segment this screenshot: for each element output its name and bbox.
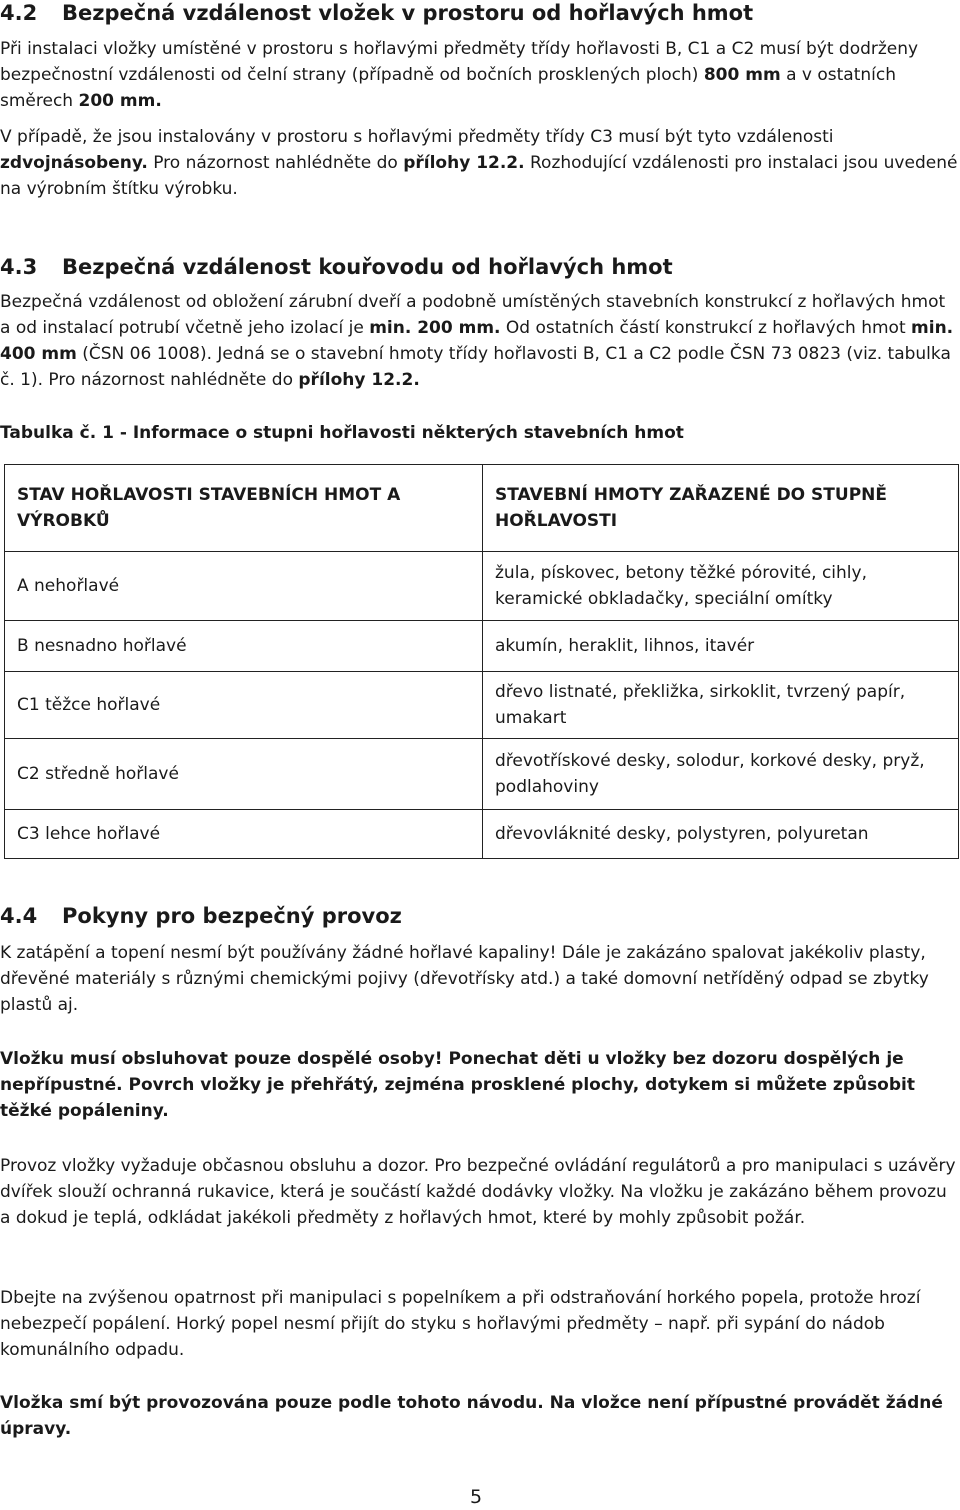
paragraph-adults-only-warning: Vložku musí obsluhovat pouze dospělé osoby! Ponechat děti u vložky bez dozoru dospělých je nepřípustné. Povrch vložky je přehřátý, zejména prosklené plochy, dotykem si můžete způsobit těžké popáleniny. (0, 1049, 915, 1121)
paragraph-no-flammable-liquids: K zatápění a topení nesmí být používány žádné hořlavé kapaliny! Dále je zakázáno spalovat jakékoliv plasty, dřevěné materiály s různými chemickými pojivy (dřevotřísky atd.) a také domovní netříděný odpad se zbytky plastů aj. (0, 943, 929, 1015)
table-cell-materials: akumín, heraklit, lihnos, itavér (483, 621, 959, 672)
text-run-bold: přílohy 12.2. (298, 370, 420, 390)
table-caption: Tabulka č. 1 - Informace o stupni hořlavosti některých stavebních hmot (0, 423, 684, 443)
table-header-materials: STAVEBNÍ HMOTY ZAŘAZENÉ DO STUPNĚ HOŘLAVOSTI (483, 465, 959, 552)
table-cell-grade: C2 středně hořlavé (5, 739, 483, 810)
section-number: 4.2 (0, 1, 38, 25)
paragraph-flue-distance (0, 289, 958, 393)
table-header-row (5, 465, 959, 552)
text-run: (ČSN 06 1008). Jedná se o stavební hmoty třídy hořlavosti B, C1 a C2 podle ČSN 73 0823 (viz. tabulka č. 1). Pro názornost nahlédněte do (0, 344, 951, 390)
table-row (5, 552, 959, 621)
section-number: 4.3 (0, 255, 38, 279)
text-run-bold: zdvojnásobeny. (0, 153, 148, 173)
section-title: Bezpečná vzdálenost vložek v prostoru od hořlavých hmot (62, 1, 754, 25)
text-run: Při instalaci vložky umístěné v prostoru s hořlavými předměty třídy hořlavosti B, C1 a C2 musí být dodrženy bezpečnostní vzdálenosti od čelní strany (případně od bočních prosklených ploch) (0, 39, 919, 85)
section-heading-4-2 (0, 0, 753, 26)
table-header-grade: STAV HOŘLAVOSTI STAVEBNÍCH HMOT A VÝROBKŮ (5, 465, 483, 552)
text-run: Od ostatních částí konstrukcí z hořlavých hmot (500, 318, 912, 338)
flammability-table (4, 464, 959, 859)
section-heading-4-3 (0, 254, 673, 280)
paragraph-distance-inserts (0, 36, 958, 114)
paragraph-operation-supervision: Provoz vložky vyžaduje občasnou obsluhu a dozor. Pro bezpečné ovládání regulátorů a pro manipulaci s uzávěry dvířek slouží ochranná rukavice, která je součástí každé dodávky vložky. Na vložku je zakázáno během provozu a dokud je teplá, odkládat jakékoli předměty z hořlavých hmot, které by mohly způsobit požár. (0, 1156, 956, 1228)
section-title: Pokyny pro bezpečný provoz (62, 904, 402, 928)
text-run-bold: min. 200 mm. (369, 318, 501, 338)
table-row (5, 672, 959, 739)
text-run: Rozhodující vzdálenosti pro instalaci jsou uvedené na výrobním štítku výrobku. (0, 153, 958, 199)
section-heading-4-4 (0, 903, 402, 929)
paragraph-c3-doubling (0, 124, 958, 202)
table-row (5, 810, 959, 859)
section-number: 4.4 (0, 904, 38, 928)
text-run: a v ostatních směrech (0, 65, 896, 111)
text-run: Bezpečná vzdálenost od obložení zárubní dveří a podobně umístěných stavebních konstrukcí z hořlavých hmot a od instalací potrubí včetně jeho izolací je (0, 292, 946, 338)
page-number: 5 (470, 1486, 483, 1508)
paragraph-no-modifications: Vložka smí být provozována pouze podle tohoto návodu. Na vložce není přípustné provádět žádné úpravy. (0, 1393, 943, 1439)
paragraph-ash-handling: Dbejte na zvýšenou opatrnost při manipulaci s popelníkem a při odstraňování horkého popela, protože hrozí nebezpečí popálení. Horký popel nesmí přijít do styku s hořlavými předměty – např. při sypání do nádob komunálního odpadu. (0, 1288, 921, 1360)
table-cell-grade: A nehořlavé (5, 552, 483, 621)
table-cell-materials: dřevovláknité desky, polystyren, polyuretan (483, 810, 959, 859)
table-cell-materials: žula, pískovec, betony těžké pórovité, cihly, keramické obkladačky, speciální omítky (483, 552, 959, 621)
table-cell-materials: dřevotřískové desky, solodur, korkové desky, pryž, podlahoviny (483, 739, 959, 810)
text-run-bold: 200 mm. (78, 91, 162, 111)
text-run: Pro názornost nahlédněte do (147, 153, 404, 173)
text-run-bold: přílohy 12.2. (403, 153, 525, 173)
text-run-bold: min. 400 mm (0, 318, 954, 364)
table-cell-grade: C3 lehce hořlavé (5, 810, 483, 859)
table-cell-grade: C1 těžce hořlavé (5, 672, 483, 739)
table-row (5, 739, 959, 810)
table-row (5, 621, 959, 672)
table-cell-grade: B nesnadno hořlavé (5, 621, 483, 672)
section-title: Bezpečná vzdálenost kouřovodu od hořlavých hmot (62, 255, 673, 279)
text-run-bold: 800 mm (703, 65, 781, 85)
text-run: V případě, že jsou instalovány v prostoru s hořlavými předměty třídy C3 musí být tyto vzdálenosti (0, 127, 834, 147)
table-cell-materials: dřevo listnaté, překližka, sirkoklit, tvrzený papír, umakart (483, 672, 959, 739)
